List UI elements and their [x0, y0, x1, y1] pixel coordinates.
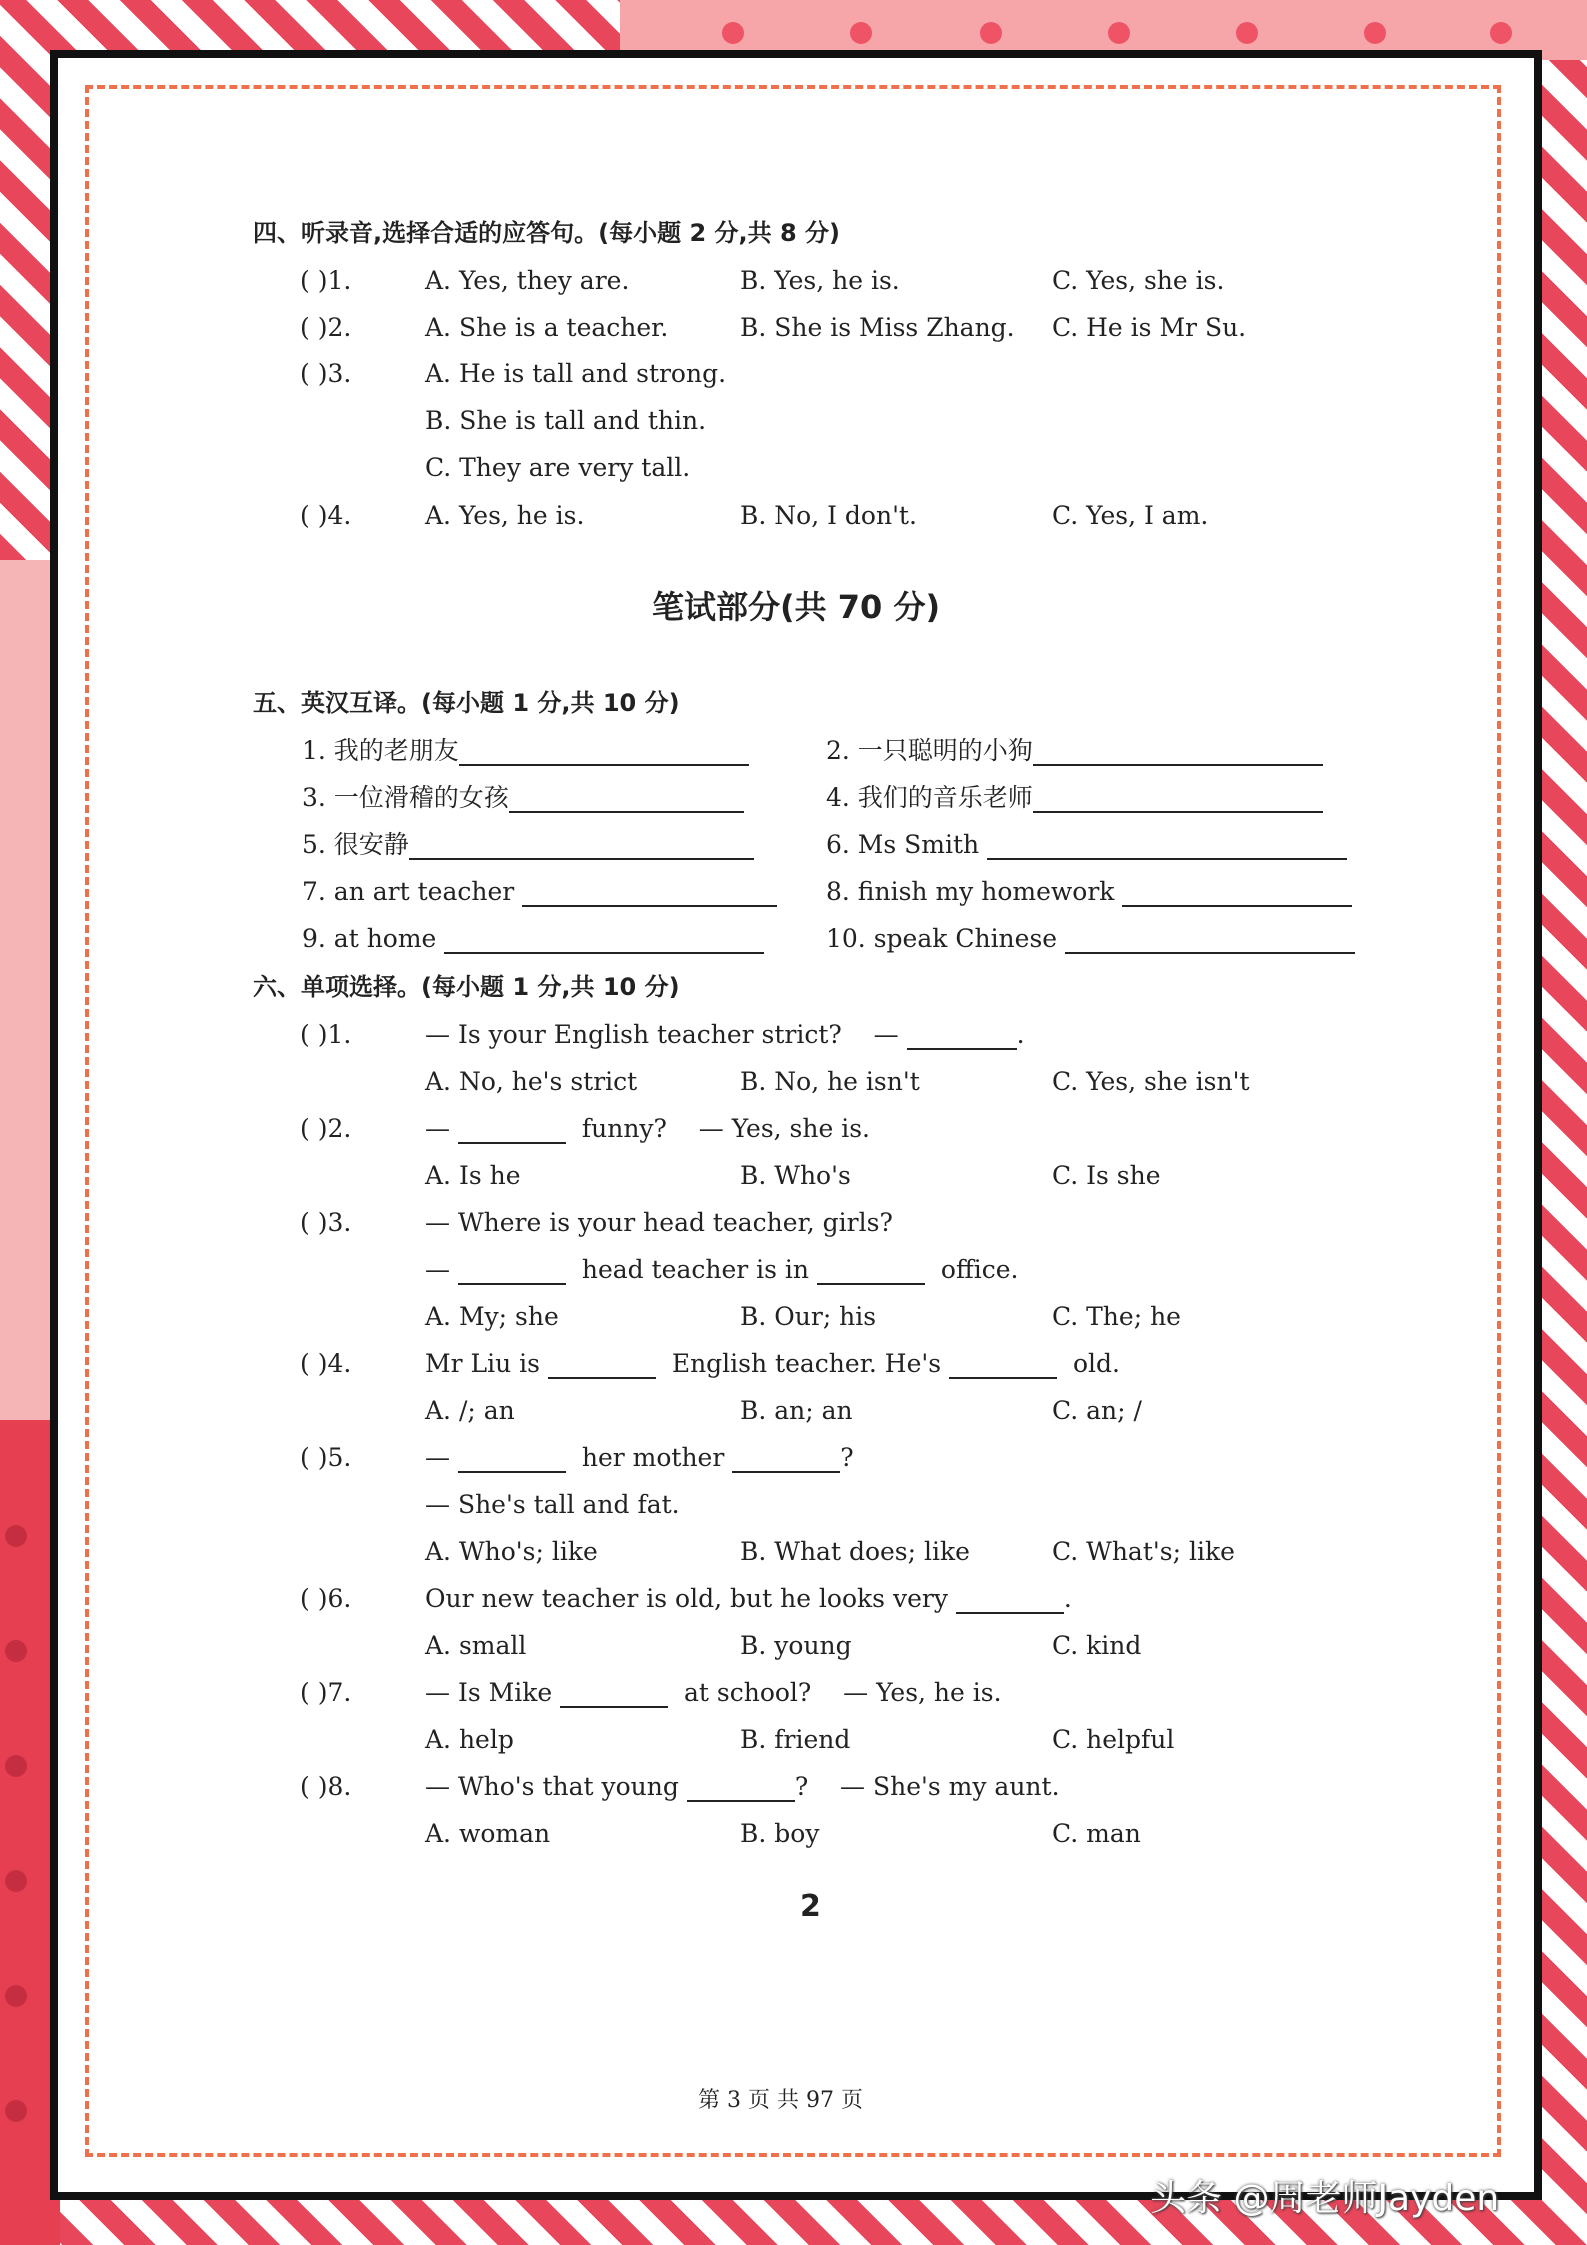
question-stem: Our new teacher is old, but he looks very . — [425, 1584, 1072, 1613]
option-b: B. boy — [740, 1819, 820, 1848]
question-stem: — Where is your head teacher, girls? — [425, 1208, 893, 1237]
option-b: B. She is Miss Zhang. — [740, 313, 1015, 342]
page-footer: 第 3 页 共 97 页 — [698, 2088, 863, 2113]
answer-blank[interactable] — [548, 1353, 656, 1379]
option-a: A. Yes, he is. — [425, 501, 585, 530]
option-c: C. He is Mr Su. — [1052, 313, 1247, 342]
question-stem: — funny? — Yes, she is. — [425, 1114, 870, 1143]
option-b: B. an; an — [740, 1396, 853, 1425]
option-a: A. /; an — [425, 1396, 515, 1425]
answer-blank[interactable] — [560, 1682, 668, 1708]
answer-blank[interactable] — [458, 1447, 566, 1473]
translation-item: 8. finish my homework — [826, 877, 1352, 907]
option-a: A. My; she — [425, 1302, 559, 1331]
option-c: C. The; he — [1052, 1302, 1181, 1331]
translation-item: 1. 我的老朋友 — [302, 736, 749, 766]
option-c: C. Is she — [1052, 1161, 1161, 1190]
question-reply: — She's tall and fat. — [425, 1490, 680, 1519]
translation-item: 6. Ms Smith — [826, 830, 1347, 860]
option-b: B. friend — [740, 1725, 851, 1754]
answer-blank[interactable] — [1033, 787, 1323, 813]
section5-title: 五、英汉互译。(每小题 1 分,共 10 分) — [253, 689, 680, 717]
question-number: ( )7. — [300, 1678, 352, 1707]
answer-blank[interactable] — [956, 1588, 1064, 1614]
answer-blank[interactable] — [1065, 928, 1355, 954]
section6-title: 六、单项选择。(每小题 1 分,共 10 分) — [253, 973, 680, 1001]
question-stem: — her mother ? — [425, 1443, 854, 1472]
option-a: A. Who's; like — [425, 1537, 598, 1566]
question-number: ( )4. — [300, 1349, 352, 1378]
option-b: B. No, he isn't — [740, 1067, 920, 1096]
question-number: ( )4. — [300, 501, 352, 530]
answer-blank[interactable] — [522, 881, 777, 907]
question-number: ( )2. — [300, 313, 352, 342]
question-number: ( )1. — [300, 266, 352, 295]
answer-blank[interactable] — [459, 740, 749, 766]
question-number: ( )6. — [300, 1584, 352, 1613]
option-b: B. No, I don't. — [740, 501, 917, 530]
question-stem-line2: — head teacher is in office. — [425, 1255, 1019, 1284]
translation-item: 3. 一位滑稽的女孩 — [302, 783, 744, 813]
question-stem: Mr Liu is English teacher. He's old. — [425, 1349, 1120, 1378]
answer-blank[interactable] — [1033, 740, 1323, 766]
answer-blank[interactable] — [409, 834, 754, 860]
answer-blank[interactable] — [458, 1118, 566, 1144]
question-stem: — Is Mike at school? — Yes, he is. — [425, 1678, 1002, 1707]
option-b: B. Who's — [740, 1161, 851, 1190]
option-a: A. Yes, they are. — [425, 266, 630, 295]
option-c: C. Yes, she isn't — [1052, 1067, 1250, 1096]
answer-blank[interactable] — [987, 834, 1347, 860]
option-a: A. She is a teacher. — [425, 313, 669, 342]
translation-item: 5. 很安静 — [302, 830, 754, 860]
question-stem: — Is your English teacher strict? — . — [425, 1020, 1025, 1049]
answer-blank[interactable] — [458, 1259, 566, 1285]
option-a: A. Is he — [425, 1161, 521, 1190]
answer-blank[interactable] — [509, 787, 744, 813]
option-b: B. young — [740, 1631, 852, 1660]
translation-item: 2. 一只聪明的小狗 — [826, 736, 1323, 766]
question-stem: — Who's that young ? — She's my aunt. — [425, 1772, 1060, 1801]
translation-item: 10. speak Chinese — [826, 924, 1355, 954]
question-number: ( )3. — [300, 1208, 352, 1237]
option-c: C. They are very tall. — [425, 453, 691, 482]
option-b: B. She is tall and thin. — [425, 406, 707, 435]
option-c: C. What's; like — [1052, 1537, 1235, 1566]
translation-item: 9. at home — [302, 924, 764, 954]
option-b: B. What does; like — [740, 1537, 970, 1566]
option-c: C. Yes, I am. — [1052, 501, 1209, 530]
answer-blank[interactable] — [949, 1353, 1057, 1379]
option-a: A. woman — [425, 1819, 551, 1848]
question-number: ( )3. — [300, 359, 352, 388]
option-a: A. help — [425, 1725, 514, 1754]
option-c: C. man — [1052, 1819, 1141, 1848]
answer-blank[interactable] — [687, 1776, 795, 1802]
translation-item: 7. an art teacher — [302, 877, 777, 907]
page-number: 2 — [800, 1889, 821, 1924]
question-number: ( )1. — [300, 1020, 352, 1049]
answer-blank[interactable] — [817, 1259, 925, 1285]
option-c: C. helpful — [1052, 1725, 1175, 1754]
option-c: C. an; / — [1052, 1396, 1142, 1425]
option-a: A. He is tall and strong. — [425, 359, 727, 388]
watermark: 头条 @周老师Jayden — [1150, 2178, 1500, 2219]
written-part-title: 笔试部分(共 70 分) — [652, 588, 941, 626]
option-c: C. kind — [1052, 1631, 1142, 1660]
question-number: ( )8. — [300, 1772, 352, 1801]
option-c: C. Yes, she is. — [1052, 266, 1225, 295]
answer-blank[interactable] — [444, 928, 764, 954]
question-number: ( )2. — [300, 1114, 352, 1143]
answer-blank[interactable] — [1122, 881, 1352, 907]
option-a: A. small — [425, 1631, 527, 1660]
answer-blank[interactable] — [907, 1024, 1017, 1050]
answer-blank[interactable] — [732, 1447, 840, 1473]
option-b: B. Our; his — [740, 1302, 877, 1331]
option-b: B. Yes, he is. — [740, 266, 900, 295]
section4-title: 四、听录音,选择合适的应答句。(每小题 2 分,共 8 分) — [253, 219, 840, 247]
option-a: A. No, he's strict — [425, 1067, 638, 1096]
question-number: ( )5. — [300, 1443, 352, 1472]
translation-item: 4. 我们的音乐老师 — [826, 783, 1323, 813]
